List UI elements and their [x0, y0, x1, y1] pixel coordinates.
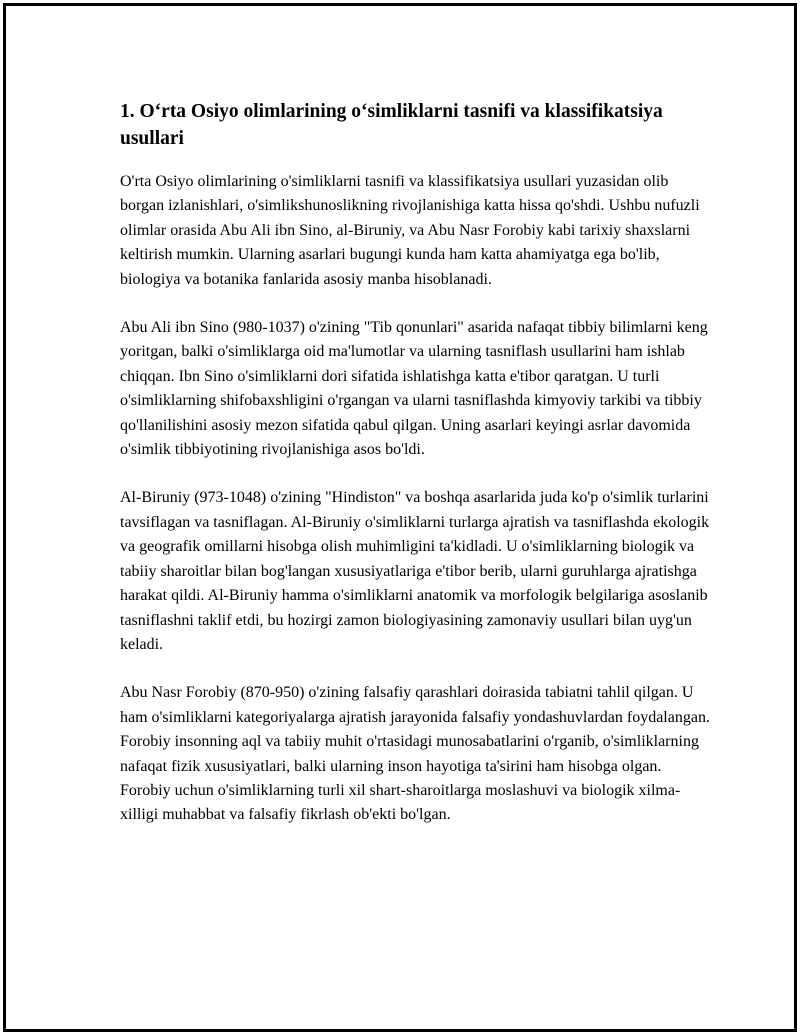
paragraph-ibn-sino: Abu Ali ibn Sino (980-1037) o'zining "Tib qonunlari" asarida nafaqat tibbiy bilimlarni keng yoritgan, balki o'simliklarga oid ma'lumotlar va ularning tasniflash usullarini ham ishlab chiqqan. Ibn Sino o'simliklarni dori sifatida ishlatishga katta e'tibor qaratgan. U turli o'simliklarning shifobaxshligini o'rgangan va ularni tasniflashda kimyoviy tarkibi va tibbiy qo'llanilishini asosiy mezon sifatida qabul qilgan. Uning asarlari keyingi asrlar davomida o'simlik tibbiyotining rivojlanishiga asos bo'ldi.	[120, 319, 708, 459]
paragraph-al-biruniy: Al-Biruniy (973-1048) o'zining "Hindiston" va boshqa asarlarida juda ko'p o'simlik turlarini tavsiflagan va tasniflagan. Al-Biruniy o'simliklarni turlarga ajratish va tasniflashda ekologik va geografik omillarni hisobga olish muhimligini ta'kidladi. U o'simliklarning biologik va tabiiy sharoitlar bilan bog'langan xususiyatlariga e'tibor berib, ularni guruhlarga ajratishga harakat qildi. Al-Biruniy hamma o'simliklarni anatomik va morfologik belgilariga asoslanib tasniflashni taklif etdi, bu hozirgi zamon biologiyasining zamonaviy usullari bilan uyg'un keladi.	[120, 489, 710, 653]
paragraph-forobiy: Abu Nasr Forobiy (870-950) o'zining falsafiy qarashlari doirasida tabiatni tahlil qilgan. U ham o'simliklarni kategoriyalarga ajratish jarayonida falsafiy yondashuvlardan foydalangan. Forobiy insonning aql va tabiiy muhit o'rtasidagi munosabatlarini o'rganib, o'simliklarning nafaqat fizik xususiyatlari, balki ularning inson hayotiga ta'sirini ham hisobga olgan. Forobiy uchun o'simliklarning turli xil shart-sharoitlarga moslashuvi va biologik xilma-xilligi muhabbat va falsafiy fikrlash ob'ekti bo'lgan.	[120, 684, 710, 824]
section-heading: 1. O‘rta Osiyo olimlarining o‘simliklarni tasnifi va klassifikatsiya usullari	[120, 101, 663, 149]
document-body	[120, 98, 710, 852]
paragraph-intro: O'rta Osiyo olimlarining o'simliklarni tasnifi va klassifikatsiya usullari yuzasidan olib borgan izlanishlari, o'simlikshunoslikning rivojlanishiga katta hissa qo'shdi. Ushbu nufuzli olimlar orasida Abu Ali ibn Sino, al-Biruniy, va Abu Nasr Forobiy kabi tarixiy shaxslarni keltirish mumkin. Ularning asarlari bugungi kunda ham katta ahamiyatga ega bo'lib, biologiya va botanika fanlarida asosiy manba hisoblanadi.	[120, 173, 700, 288]
page-frame	[3, 3, 797, 1032]
